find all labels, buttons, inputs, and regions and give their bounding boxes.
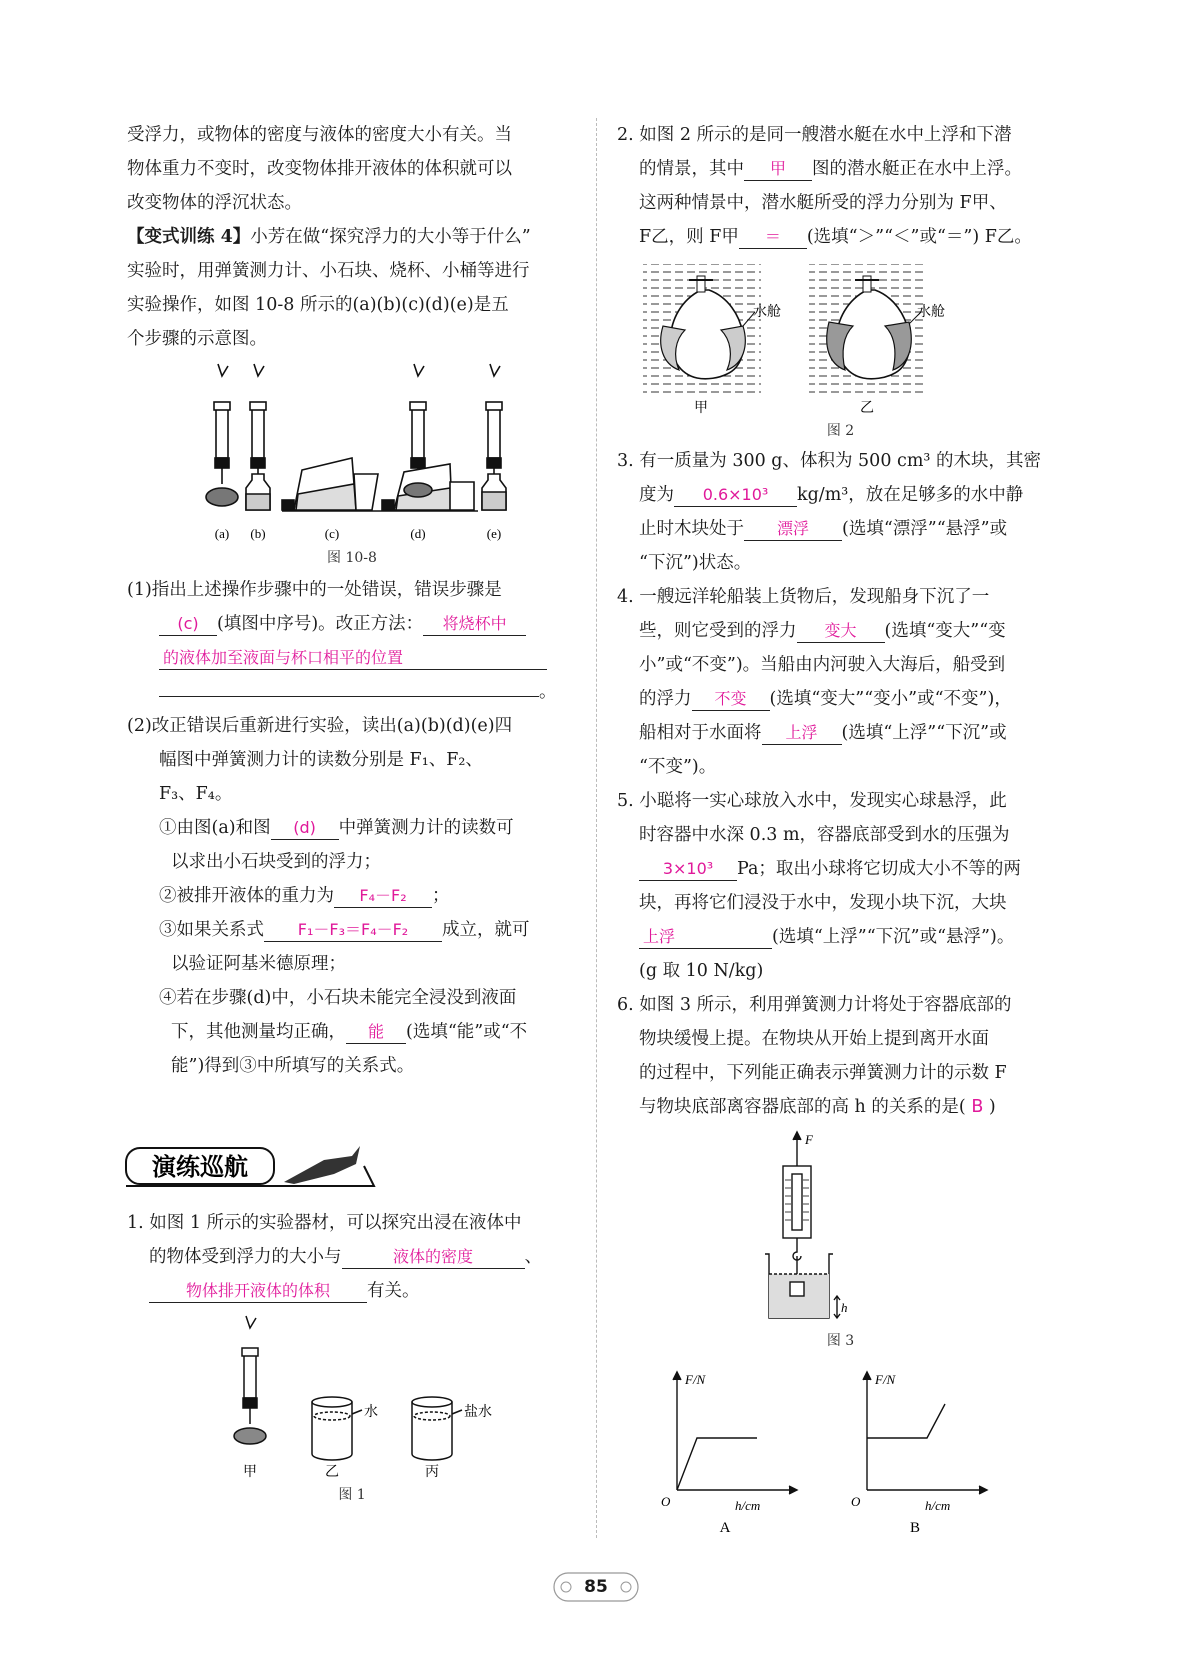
graph-b-line [867, 1404, 945, 1438]
label-b: (b) [250, 526, 266, 541]
fig2-label-jia: 甲 [694, 400, 708, 416]
page-number: 85 [584, 1577, 608, 1597]
variant-line-2: 实验时，用弹簧测力计、小石块、烧杯、小桶等进行 [127, 261, 530, 281]
right-column [617, 118, 1064, 1536]
e5-line-3 [617, 852, 1064, 886]
variant-line-1 [127, 220, 577, 254]
s4-answer: 能 [346, 1021, 406, 1044]
e6-line-4 [617, 1090, 1064, 1124]
s2-text-b: ； [432, 886, 450, 906]
label-d: (d) [410, 526, 426, 541]
s3-text-a: ③如果关系式 [159, 920, 264, 940]
fig2-tank-label-1: 水舱 [753, 304, 781, 320]
practice-banner [124, 1138, 384, 1192]
q1-answer-method-1: 将烧杯中 [423, 613, 526, 636]
s1-answer: (d) [271, 817, 339, 840]
s1-line-1 [127, 811, 577, 845]
e2-text-e: F乙，则 F甲 [639, 227, 739, 247]
variant-text-1: 小芳在做“探究浮力的大小等于什么” [250, 227, 531, 247]
page-number-badge [558, 1567, 634, 1607]
e6-text-d: 与物块底部离容器底部的高 h 的关系的是( [639, 1097, 966, 1117]
e3-answer-2: 漂浮 [744, 518, 842, 541]
column-divider [596, 118, 597, 1538]
label-e: (e) [486, 526, 502, 541]
ship-icon [284, 1146, 360, 1184]
figure-10-8-caption: 图 10-8 [327, 550, 377, 566]
graph-a-origin: O [661, 1494, 671, 1509]
e3-text-e: (选填“漂浮”“悬浮”或 [842, 519, 1008, 539]
banner-title: 演练巡航 [152, 1153, 248, 1181]
fig2-tank-label-2: 水舱 [917, 304, 945, 320]
e4-answer-3: 上浮 [762, 722, 842, 745]
variant-line-3: 实验操作，如图 10-8 所示的(a)(b)(c)(d)(e)是五 [127, 295, 509, 315]
e1-answer-1: 液体的密度 [342, 1246, 525, 1269]
e2-text-b: 的情景，其中 [639, 159, 744, 179]
left-column [127, 118, 577, 1083]
e6-line-1: 6. 如图 3 所示，利用弹簧测力计将处于容器底部的 [617, 995, 1012, 1015]
e3-text-b: 度为 [639, 485, 674, 505]
fig1-scale-stone [234, 1316, 266, 1444]
s3-line-2: 以验证阿基米德原理； [171, 954, 346, 974]
graph-b-label: B [909, 1520, 921, 1536]
fig1-beaker-water [312, 1397, 362, 1460]
step-d-scale [382, 364, 478, 511]
s1-text-b: 中弹簧测力计的读数可 [338, 818, 514, 838]
e4-line-5 [617, 716, 1064, 750]
e3-line-4: “下沉”)状态。 [639, 553, 752, 573]
e5-line-2: 时容器中水深 0.3 m，容器底部受到水的压强为 [639, 825, 1010, 845]
fig1-label-bing: 丙 [425, 1464, 439, 1480]
q1-answer-method-2: 的液体加至液面与杯口相平的位置 [159, 647, 547, 670]
e4-line-6: “不变”)。 [639, 757, 717, 777]
e6-line-3: 的过程中，下列能正确表示弹簧测力计的示数 F [639, 1063, 1007, 1083]
variant-tag: 【变式训练 4】 [127, 227, 251, 247]
s2-answer: F₄－F₂ [334, 885, 432, 908]
label-a: (a) [214, 526, 230, 541]
q1-line-3 [127, 641, 577, 675]
e2-line-2 [617, 152, 1064, 186]
variant-line-4: 个步骤的示意图。 [127, 329, 267, 349]
e5-text-c: Pa；取出小球将它切成大小不等的两 [737, 859, 1021, 879]
graph-a-label: A [719, 1520, 731, 1536]
e4-line-2 [617, 614, 1064, 648]
e3-text-c: kg/m³，放在足够多的水中静 [797, 485, 1024, 505]
e3-line-3 [617, 512, 1064, 546]
graph-a-line [677, 1438, 757, 1490]
e3-line-2 [617, 478, 1064, 512]
e6-line-2: 物块缓慢上提。在物块从开始上提到离开水面 [639, 1029, 989, 1049]
step-c-beakers [282, 458, 382, 511]
e5-text-e: (选填“上浮”“下沉”或“悬浮”)。 [772, 927, 1015, 947]
left-column-lower [127, 1206, 577, 1506]
e1-sep: 、 [524, 1247, 542, 1267]
figure-3-caption: 图 3 [826, 1333, 855, 1349]
e2-text-f: (选填“＞”“＜”或“＝”) F乙。 [806, 227, 1032, 247]
graph-b-xlabel: h/cm [925, 1498, 951, 1513]
s3-text-b: 成立，就可 [442, 920, 530, 940]
q2-line-2: 幅图中弹簧测力计的读数分别是 F₁、F₂、 [159, 750, 483, 770]
e3-line-1: 3. 有一质量为 300 g、体积为 500 cm³ 的木块，其密 [617, 451, 1041, 471]
e1-line-1: 1. 如图 1 所示的实验器材，可以探究出浸在液体中 [127, 1213, 522, 1233]
graph-a-xlabel: h/cm [735, 1498, 761, 1513]
e5-answer-2: 上浮 [639, 926, 772, 949]
e4-text-g: 船相对于水面将 [639, 723, 762, 743]
e4-answer-2: 不变 [692, 688, 770, 711]
intro-line-1: 受浮力，或物体的密度与液体的密度大小有关。当 [127, 125, 512, 145]
e5-line-4: 块，再将它们浸没于水中，发现小块下沉，大块 [639, 893, 1007, 913]
e1-text-b: 的物体受到浮力的大小与 [149, 1247, 342, 1267]
figure-10-8 [182, 362, 522, 547]
q1-answer-step: (c) [159, 613, 217, 636]
fig2-label-yi: 乙 [860, 400, 874, 416]
e3-text-d: 止时木块处于 [639, 519, 744, 539]
fig1-label-jia: 甲 [243, 1464, 257, 1480]
e4-line-3: 小”或“不变”)。当船由内河驶入大海后，船受到 [639, 655, 1006, 675]
figure-3 [757, 1130, 887, 1330]
fig1-label-yi: 乙 [325, 1464, 339, 1480]
e4-text-c: (选填“变大”“变 [884, 621, 1006, 641]
step-b-scale [246, 364, 270, 510]
s4-line-2 [127, 1015, 577, 1049]
s4-line-1: ④若在步骤(d)中，小石块未能完全浸没到液面 [159, 988, 517, 1008]
e2-line-4 [617, 220, 1064, 254]
submarine-yi [809, 264, 927, 394]
s3-answer: F₁－F₃＝F₄－F₂ [264, 919, 442, 942]
q1-line-1: (1)指出上述操作步骤中的一处错误，错误步骤是 [127, 580, 502, 600]
s2-text-a: ②被排开液体的重力为 [159, 886, 334, 906]
e1-line-3 [127, 1274, 577, 1308]
e2-line-3: 这两种情景中，潜水艇所受的浮力分别为 F甲、 [639, 193, 1007, 213]
e6-answer: B [971, 1097, 984, 1117]
q1-blank-line [159, 696, 539, 697]
e4-text-h: (选填“上浮”“下沉”或 [841, 723, 1007, 743]
e4-line-4 [617, 682, 1064, 716]
e5-line-1: 5. 小聪将一实心球放入水中，发现实心球悬浮，此 [617, 791, 1007, 811]
e1-line-2 [127, 1240, 577, 1274]
fig3-force-label: F [805, 1132, 813, 1147]
fig1-water-label: 水 [364, 1404, 378, 1420]
label-c: (c) [324, 526, 340, 541]
q2-line-1: (2)改正错误后重新进行实验，读出(a)(b)(d)(e)四 [127, 716, 513, 736]
fig1-brine-label: 盐水 [464, 1404, 492, 1420]
e1-text-c: 有关。 [367, 1281, 420, 1301]
e4-text-f: (选填“变大”“变小”或“不变”)， [769, 689, 1012, 709]
figure-1 [222, 1314, 492, 1484]
e4-text-b: 些，则它受到的浮力 [639, 621, 797, 641]
s4-text-b: 下，其他测量均正确， [171, 1022, 346, 1042]
fig3-height-label: h [841, 1300, 848, 1315]
graph-a [673, 1372, 797, 1494]
e2-text-c: 图的潜水艇正在水中上浮。 [812, 159, 1022, 179]
fig1-beaker-brine [412, 1397, 462, 1460]
intro-line-2: 物体重力不变时，改变物体排开液体的体积就可以 [127, 159, 512, 179]
graph-b [863, 1372, 987, 1494]
e2-answer-2: ＝ [739, 226, 807, 249]
intro-line-3: 改变物体的浮沉状态。 [127, 193, 302, 213]
s3-line-1 [127, 913, 577, 947]
q1-end: 。 [539, 682, 557, 702]
e6-text-e: ) [988, 1097, 996, 1117]
figure-2 [639, 260, 945, 420]
graph-b-ylabel: F/N [875, 1372, 896, 1387]
q1-line-2 [127, 607, 577, 641]
q2-line-3: F₃、F₄。 [159, 784, 233, 804]
e4-answer-1: 变大 [797, 620, 885, 643]
figure-1-caption: 图 1 [338, 1487, 366, 1503]
step-e-scale [482, 364, 506, 510]
e2-line-1: 2. 如图 2 所示的是同一艘潜水艇在水中上浮和下潜 [617, 125, 1012, 145]
submarine-jia [643, 264, 761, 394]
figure-2-caption: 图 2 [826, 423, 855, 439]
q1-text-b: (填图中序号)。改正方法： [217, 614, 424, 634]
e4-text-e: 的浮力 [639, 689, 692, 709]
s4-line-3: 能”)得到③中所填写的关系式。 [171, 1056, 415, 1076]
s1-line-2: 以求出小石块受到的浮力； [171, 852, 381, 872]
step-a-scale [206, 364, 238, 506]
e5-line-5 [617, 920, 1064, 954]
answer-graphs [617, 1366, 1064, 1536]
s2-line [127, 879, 577, 913]
e4-line-1: 4. 一艘远洋轮船装上货物后，发现船身下沉了一 [617, 587, 990, 607]
q1-line-4 [127, 675, 577, 709]
graph-a-ylabel: F/N [685, 1372, 706, 1387]
e1-answer-2: 物体排开液体的体积 [149, 1280, 367, 1303]
s4-text-c: (选填“能”或“不 [406, 1022, 528, 1042]
e3-answer-1: 0.6×10³ [674, 484, 797, 507]
e5-line-6: (g 取 10 N/kg) [639, 961, 764, 981]
e5-answer-1: 3×10³ [639, 858, 737, 881]
e2-answer-1: 甲 [744, 158, 812, 181]
graph-b-origin: O [851, 1494, 861, 1509]
s1-text-a: ①由图(a)和图 [159, 818, 271, 838]
